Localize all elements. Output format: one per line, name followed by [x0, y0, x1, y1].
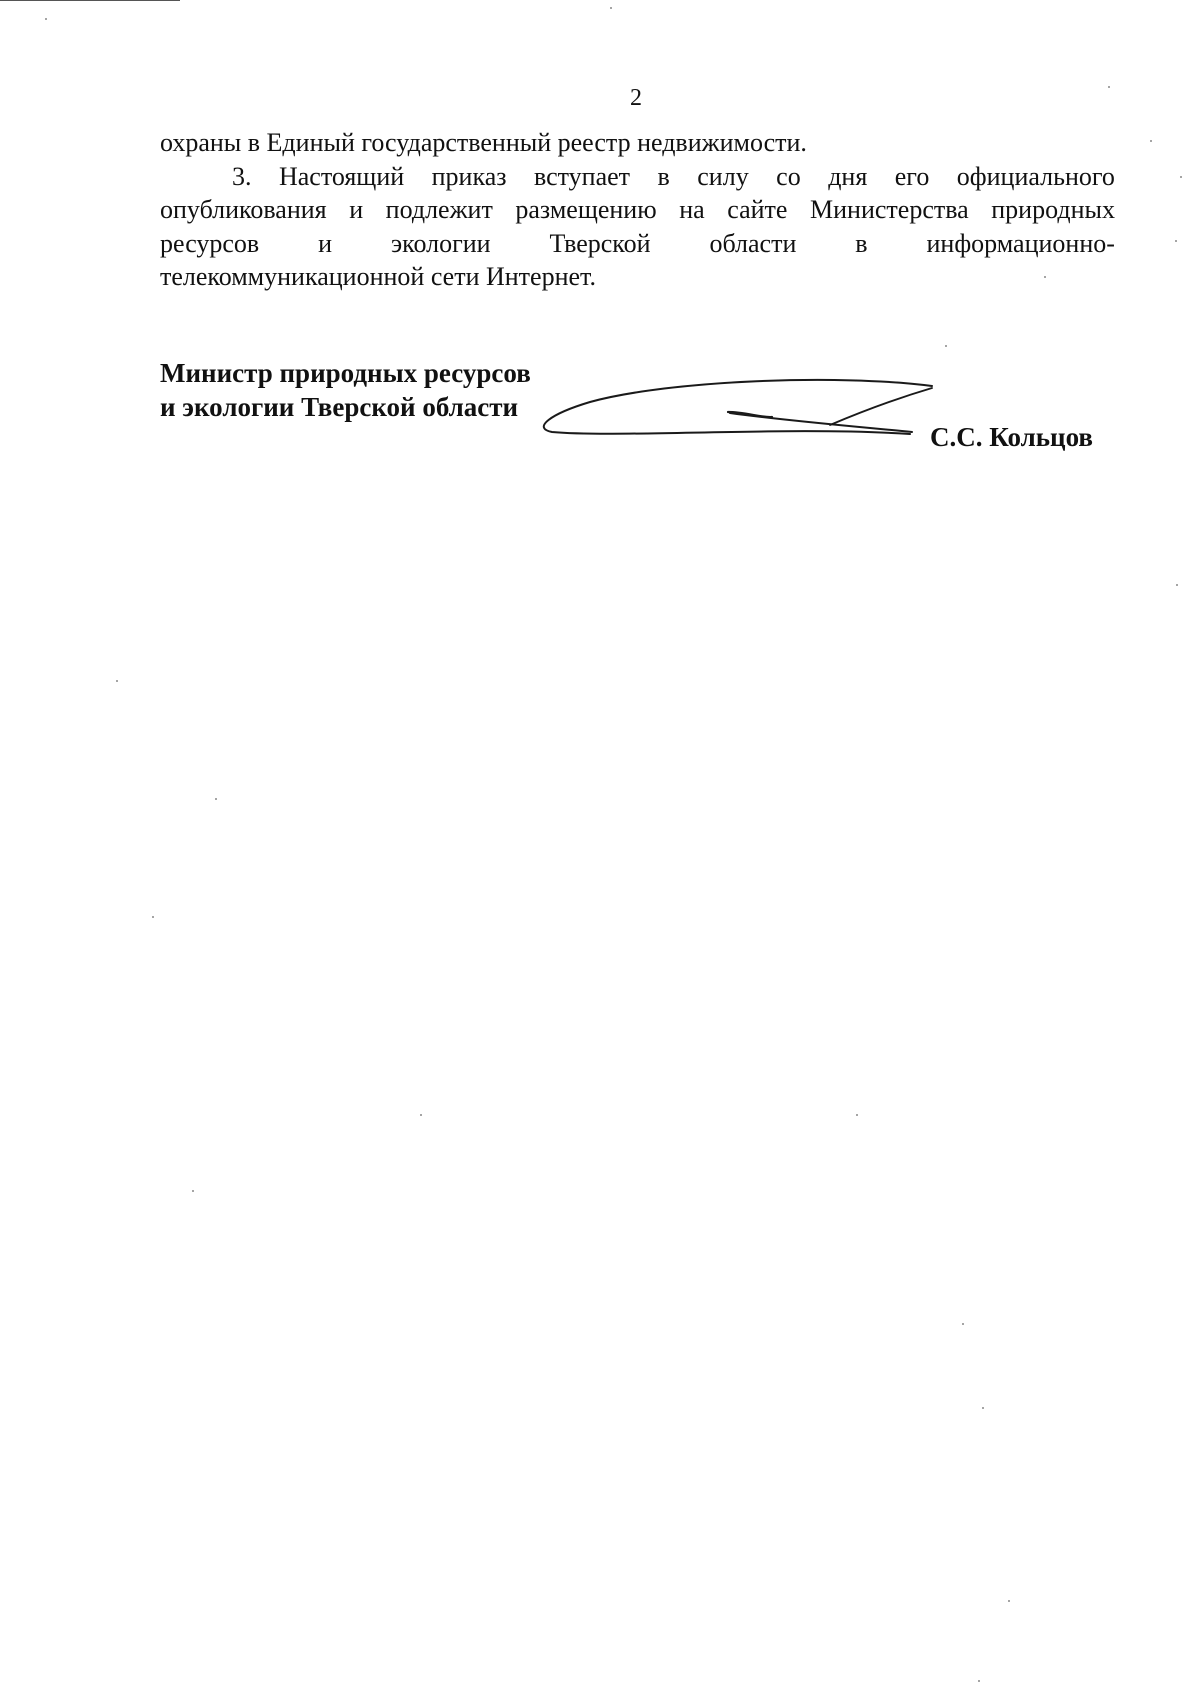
scan-speck — [610, 7, 612, 9]
scan-speck — [1180, 176, 1182, 178]
scan-speck — [152, 916, 154, 918]
scan-speck — [215, 798, 217, 800]
word: и — [349, 195, 364, 224]
scan-speck — [1108, 86, 1110, 88]
paragraph-3-line-4: телекоммуникационной сети Интернет. — [160, 262, 596, 291]
scan-speck — [1150, 140, 1152, 142]
scan-speck — [978, 1680, 980, 1682]
scan-speck — [45, 18, 47, 20]
paragraph-3-line-3 — [160, 227, 1115, 261]
word: Министерства — [810, 195, 969, 224]
handwritten-signature — [540, 380, 940, 460]
word: на — [679, 195, 705, 224]
scan-speck — [1175, 240, 1177, 242]
scan-speck — [420, 1114, 422, 1116]
word: природных — [991, 195, 1115, 224]
scan-speck — [856, 1114, 858, 1116]
word: 3. — [232, 161, 252, 191]
document-body — [160, 126, 1115, 294]
word: сайте — [727, 195, 788, 224]
scan-speck — [962, 1323, 964, 1325]
word: Настоящий — [278, 161, 405, 191]
scan-edge-line — [0, 0, 180, 1]
page-number: 2 — [630, 85, 642, 111]
position-line-2: и экологии Тверской области — [160, 392, 519, 422]
word: размещению — [515, 195, 657, 224]
word: в — [657, 161, 670, 191]
word: вступает — [534, 161, 631, 191]
position-line-1: Министр природных ресурсов — [160, 358, 531, 388]
scan-speck — [116, 680, 118, 682]
signatory-position — [160, 356, 531, 424]
word: опубликования — [160, 195, 327, 224]
word: силу — [697, 161, 749, 191]
scan-speck — [1008, 1600, 1010, 1602]
scan-speck — [1044, 276, 1046, 278]
word: информационно- — [926, 228, 1115, 258]
scan-speck — [192, 1190, 194, 1192]
signer-name: С.С. Кольцов — [930, 422, 1094, 452]
word: области — [709, 228, 797, 258]
word: со — [776, 161, 801, 191]
scan-speck — [982, 1407, 984, 1409]
word: его — [894, 161, 930, 191]
word: официального — [956, 161, 1115, 191]
word: приказ — [431, 161, 507, 191]
word: ресурсов — [160, 228, 260, 258]
word: и — [318, 228, 333, 258]
word: дня — [828, 161, 868, 191]
word: экологии — [390, 228, 491, 258]
word: подлежит — [385, 195, 493, 224]
scan-speck — [945, 345, 947, 347]
scan-speck — [1176, 584, 1178, 586]
word: Тверской — [549, 228, 651, 258]
word: в — [855, 228, 868, 258]
paragraph-continuation-line: охраны в Единый государственный реестр недвижимости. — [160, 128, 807, 157]
paragraph-3-line-1 — [160, 160, 1115, 194]
paragraph-3-line-2 — [160, 193, 1115, 227]
